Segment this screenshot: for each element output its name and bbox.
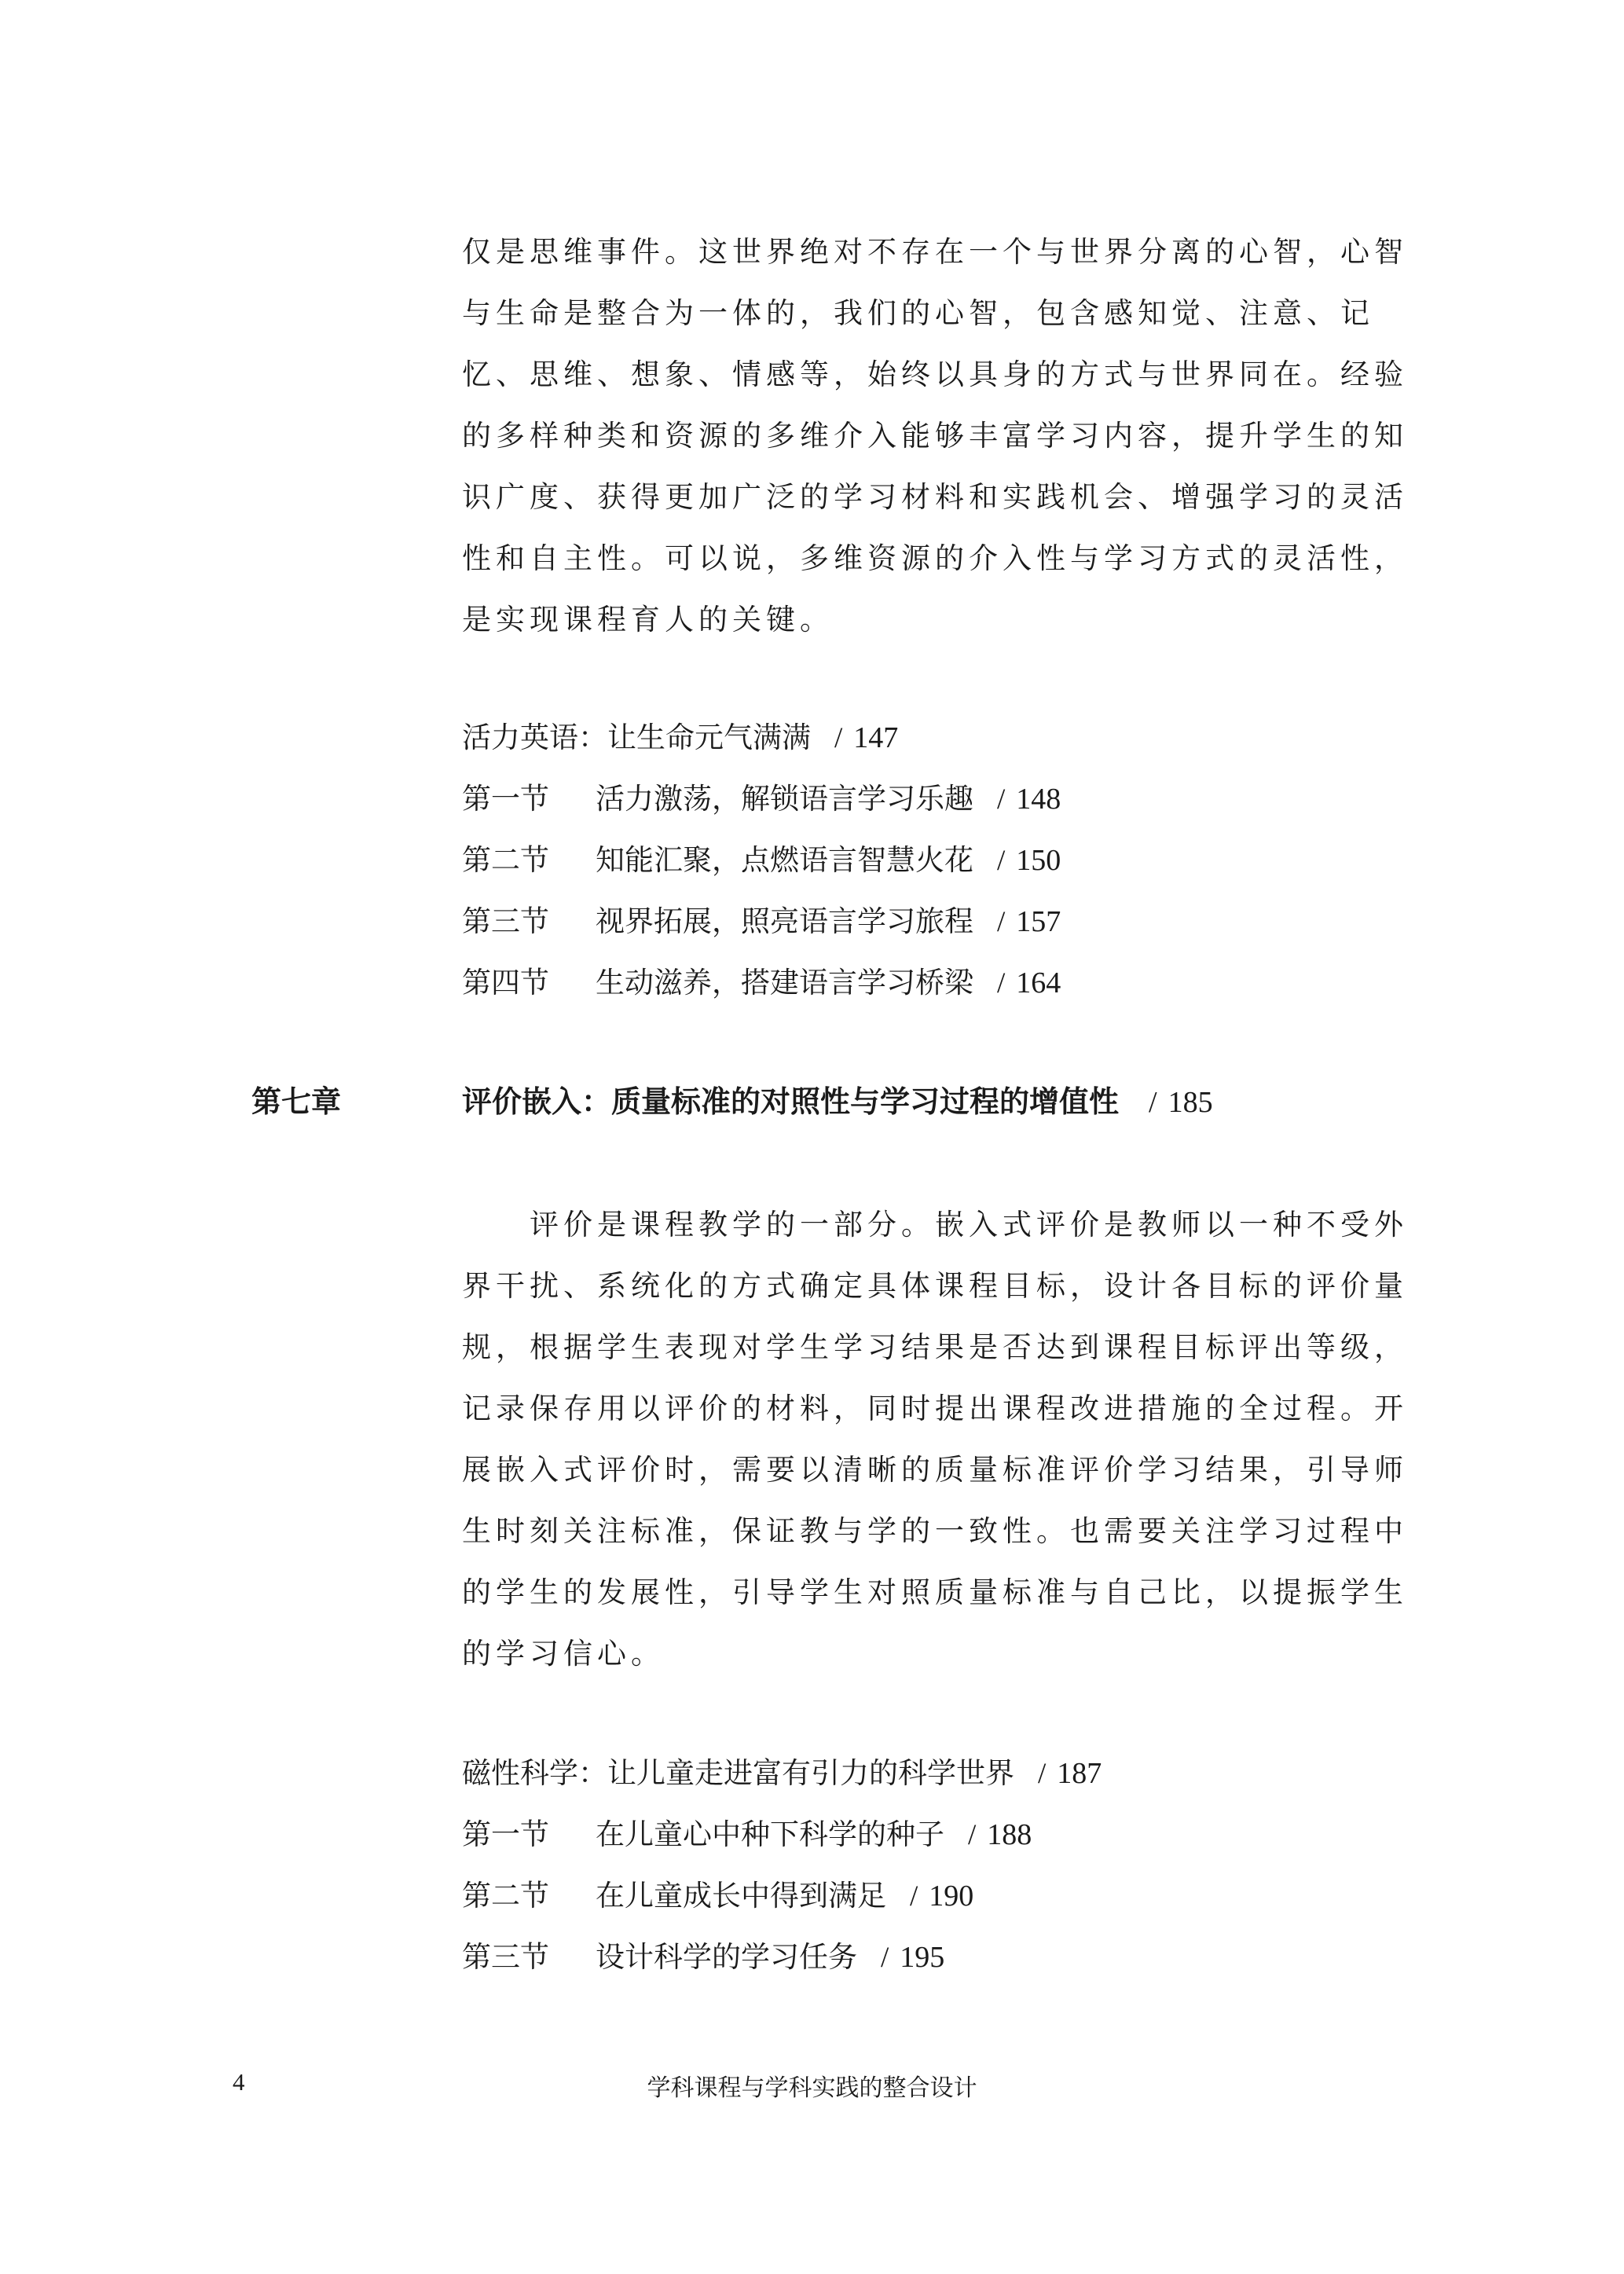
toc-section-title: 设计科学的学习任务 [596, 1940, 857, 1974]
toc-separator: / [997, 783, 1006, 816]
toc-entry-section[interactable] [462, 1865, 1405, 1927]
toc-separator: / [881, 1942, 889, 1974]
chapter-summary-paragraph [462, 1194, 1408, 1685]
toc-separator: / [1149, 1086, 1157, 1119]
paragraph-line: 生时刻关注标准，保证教与学的一致性。也需要关注学习过程中 [462, 1514, 1408, 1548]
toc-entry-section[interactable] [462, 952, 1405, 1014]
toc-entry-title-text: 活力英语：让生命元气满满 [462, 721, 811, 754]
page-number: 4 [233, 2068, 245, 2096]
chapter-label: 第七章 [251, 1084, 342, 1119]
toc-entry-title[interactable] [462, 707, 1405, 768]
intro-paragraph [462, 222, 1408, 651]
toc-section-title: 生动滋养，搭建语言学习桥梁 [596, 966, 973, 999]
toc-group-english [462, 707, 1405, 1014]
toc-entry-section[interactable] [462, 891, 1405, 952]
toc-page-number: 150 [1016, 844, 1061, 877]
toc-section-label: 第三节 [462, 1940, 549, 1974]
toc-entry-section[interactable] [462, 1804, 1405, 1865]
toc-page-number: 187 [1057, 1757, 1102, 1790]
toc-separator: / [968, 1819, 977, 1851]
toc-section-title: 知能汇聚，点燃语言智慧火花 [596, 843, 973, 877]
toc-section-title: 视界拓展，照亮语言学习旅程 [596, 904, 973, 938]
toc-entry-title[interactable] [462, 1743, 1405, 1804]
paragraph-line: 的多样种类和资源的多维介入能够丰富学习内容，提升学生的知 [462, 419, 1408, 453]
toc-section-label: 第三节 [462, 904, 549, 938]
toc-section-label: 第二节 [462, 843, 549, 877]
paragraph-line: 规，根据学生表现对学生学习结果是否达到课程目标评出等级， [462, 1330, 1408, 1364]
paragraph-line: 的学习信心。 [462, 1637, 665, 1671]
toc-page-number: 190 [929, 1880, 974, 1913]
toc-separator: / [910, 1880, 918, 1913]
toc-page-number: 147 [853, 721, 899, 754]
paragraph-line: 性和自主性。可以说，多维资源的介入性与学习方式的灵活性， [462, 541, 1408, 575]
toc-entry-title-text: 磁性科学：让儿童走进富有引力的科学世界 [462, 1756, 1014, 1790]
paragraph-line: 与生命是整合为一体的，我们的心智，包含感知觉、注意、记 [462, 296, 1374, 330]
toc-page-number: 157 [1016, 905, 1061, 938]
paragraph-line: 的学生的发展性，引导学生对照质量标准与自己比，以提振学生 [462, 1575, 1408, 1609]
toc-separator: / [1038, 1758, 1047, 1790]
toc-section-label: 第一节 [462, 782, 549, 816]
paragraph-line: 记录保存用以评价的材料，同时提出课程改进措施的全过程。开 [462, 1392, 1408, 1425]
toc-section-title: 在儿童成长中得到满足 [596, 1879, 886, 1913]
toc-section-label: 第二节 [462, 1879, 549, 1913]
toc-entry-section[interactable] [462, 1927, 1405, 1988]
toc-separator: / [834, 722, 843, 754]
paragraph-line: 仅是思维事件。这世界绝对不存在一个与世界分离的心智，心智 [462, 235, 1408, 269]
toc-entry-section[interactable] [462, 768, 1405, 830]
toc-separator: / [997, 906, 1006, 938]
toc-section-title: 活力激荡，解锁语言学习乐趣 [596, 782, 973, 816]
paragraph-line: 评价是课程教学的一部分。嵌入式评价是教师以一种不受外 [530, 1208, 1408, 1242]
paragraph-line: 识广度、获得更加广泛的学习材料和实践机会、增强学习的灵活 [462, 480, 1408, 514]
toc-page-number: 164 [1016, 966, 1061, 999]
toc-page-number: 188 [987, 1818, 1032, 1851]
toc-section-title: 在儿童心中种下科学的种子 [596, 1817, 944, 1851]
toc-section-label: 第四节 [462, 966, 549, 999]
toc-separator: / [997, 967, 1006, 999]
toc-page-number: 148 [1016, 783, 1061, 816]
chapter-page-number: 185 [1168, 1086, 1213, 1119]
toc-separator: / [997, 845, 1006, 877]
toc-section-label: 第一节 [462, 1817, 549, 1851]
chapter-title: 评价嵌入：质量标准的对照性与学习过程的增值性 [462, 1084, 1120, 1119]
chapter-heading[interactable] [251, 1070, 1213, 1133]
page-footer [0, 2068, 1624, 2107]
paragraph-line: 是实现课程育人的关键。 [462, 603, 834, 636]
toc-page-number: 195 [900, 1941, 945, 1974]
toc-group-science [462, 1743, 1405, 1988]
paragraph-line: 展嵌入式评价时，需要以清晰的质量标准评价学习结果，引导师 [462, 1453, 1408, 1487]
toc-entry-section[interactable] [462, 830, 1405, 891]
book-title: 学科课程与学科实践的整合设计 [647, 2074, 977, 2102]
paragraph-line: 界干扰、系统化的方式确定具体课程目标，设计各目标的评价量 [462, 1269, 1408, 1303]
paragraph-line: 忆、思维、想象、情感等，始终以具身的方式与世界同在。经验 [462, 358, 1408, 391]
